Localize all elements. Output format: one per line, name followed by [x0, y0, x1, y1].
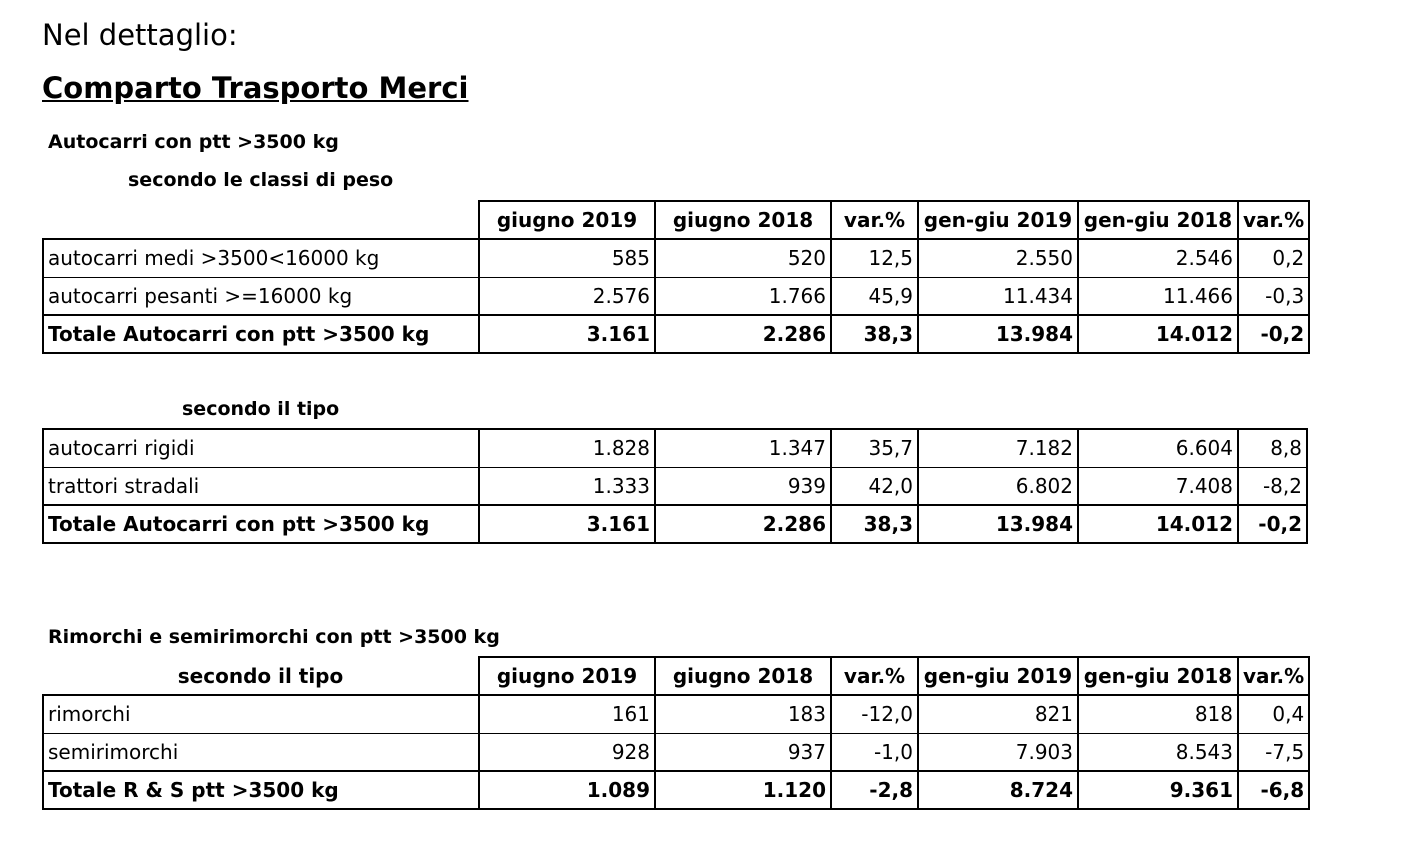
table-cell: 585 [479, 239, 655, 277]
table-cell: 6.604 [1078, 429, 1238, 467]
table-cell: 161 [479, 695, 655, 733]
table-cell: -0,2 [1238, 315, 1309, 353]
page-title: Comparto Trasporto Merci [42, 71, 469, 105]
row-label: autocarri pesanti >=16000 kg [43, 277, 479, 315]
table-cell: -0,2 [1238, 505, 1307, 543]
row-label: semirimorchi [43, 733, 479, 771]
table-cell: 821 [918, 695, 1078, 733]
table-cell: 3.161 [479, 315, 655, 353]
table-cell: 45,9 [831, 277, 918, 315]
column-header: var.% [831, 201, 918, 239]
table-cell: -12,0 [831, 695, 918, 733]
row-header-label: secondo il tipo [177, 663, 344, 688]
table-cell: 1.347 [655, 429, 831, 467]
table-cell: -7,5 [1238, 733, 1309, 771]
table-total-row [43, 505, 1307, 543]
table-cell: 35,7 [831, 429, 918, 467]
column-header: var.% [1238, 201, 1309, 239]
table-cell: 7.408 [1078, 467, 1238, 505]
table-cell: 0,2 [1238, 239, 1309, 277]
table-cell: 14.012 [1078, 315, 1238, 353]
table-cell: 2.286 [655, 315, 831, 353]
row-label: rimorchi [43, 695, 479, 733]
table-cell: 928 [479, 733, 655, 771]
table-cell: 38,3 [831, 315, 918, 353]
table-weight-classes [42, 200, 1310, 354]
table-header-row [43, 201, 1309, 239]
table-types [42, 428, 1308, 544]
table-cell: 11.434 [918, 277, 1078, 315]
table-cell: 13.984 [918, 315, 1078, 353]
table-row [43, 429, 1307, 467]
table-cell: 0,4 [1238, 695, 1309, 733]
table-cell: 42,0 [831, 467, 918, 505]
table-cell: 7.903 [918, 733, 1078, 771]
row-label: Totale Autocarri con ptt >3500 kg [43, 315, 479, 353]
table-cell: 3.161 [479, 505, 655, 543]
table-cell: 38,3 [831, 505, 918, 543]
table-row [43, 733, 1309, 771]
table-cell: 13.984 [918, 505, 1078, 543]
table-row [43, 467, 1307, 505]
table-cell: 1.089 [479, 771, 655, 809]
table-cell: 183 [655, 695, 831, 733]
table-cell: -6,8 [1238, 771, 1309, 809]
table-cell: -8,2 [1238, 467, 1307, 505]
table-cell: 2.550 [918, 239, 1078, 277]
table-trailers [42, 656, 1310, 810]
table-cell: 12,5 [831, 239, 918, 277]
header-empty-cell [43, 201, 479, 239]
row-label: Totale Autocarri con ptt >3500 kg [43, 505, 479, 543]
table-cell: 8.543 [1078, 733, 1238, 771]
table-cell: 2.576 [479, 277, 655, 315]
section-heading-autocarri: Autocarri con ptt >3500 kg [48, 131, 339, 153]
table-cell: 520 [655, 239, 831, 277]
intro-heading: Nel dettaglio: [42, 18, 238, 52]
section-heading-rimorchi: Rimorchi e semirimorchi con ptt >3500 kg [48, 626, 500, 648]
table-cell: 2.546 [1078, 239, 1238, 277]
table-total-row [43, 771, 1309, 809]
table-row [43, 239, 1309, 277]
table-cell: -1,0 [831, 733, 918, 771]
table-total-row [43, 315, 1309, 353]
table-cell: 939 [655, 467, 831, 505]
column-header: gen-giu 2019 [918, 201, 1078, 239]
table-header-row [43, 657, 1309, 695]
column-header: gen-giu 2018 [1078, 201, 1238, 239]
table-cell: 7.182 [918, 429, 1078, 467]
column-header: giugno 2019 [479, 657, 655, 695]
column-header: giugno 2018 [655, 201, 831, 239]
column-header: var.% [1238, 657, 1309, 695]
column-header: var.% [831, 657, 918, 695]
row-label: autocarri medi >3500<16000 kg [43, 239, 479, 277]
row-label: autocarri rigidi [43, 429, 479, 467]
table-cell: -0,3 [1238, 277, 1309, 315]
table-cell: 1.120 [655, 771, 831, 809]
column-header: gen-giu 2018 [1078, 657, 1238, 695]
table-cell: 1.766 [655, 277, 831, 315]
column-header: giugno 2019 [479, 201, 655, 239]
table-cell: 937 [655, 733, 831, 771]
table-row [43, 277, 1309, 315]
table-cell: 9.361 [1078, 771, 1238, 809]
table-cell: -2,8 [831, 771, 918, 809]
column-header: gen-giu 2019 [918, 657, 1078, 695]
row-label: trattori stradali [43, 467, 479, 505]
table-cell: 818 [1078, 695, 1238, 733]
table-cell: 6.802 [918, 467, 1078, 505]
table-cell: 2.286 [655, 505, 831, 543]
table-cell: 14.012 [1078, 505, 1238, 543]
subheading-weight-classes: secondo le classi di peso [128, 169, 394, 191]
table-cell: 8.724 [918, 771, 1078, 809]
row-label: Totale R & S ptt >3500 kg [43, 771, 479, 809]
table-cell: 8,8 [1238, 429, 1307, 467]
subheading-type: secondo il tipo [182, 398, 340, 420]
table-row [43, 695, 1309, 733]
table-cell: 1.333 [479, 467, 655, 505]
table-cell: 11.466 [1078, 277, 1238, 315]
column-header: giugno 2018 [655, 657, 831, 695]
table-cell: 1.828 [479, 429, 655, 467]
